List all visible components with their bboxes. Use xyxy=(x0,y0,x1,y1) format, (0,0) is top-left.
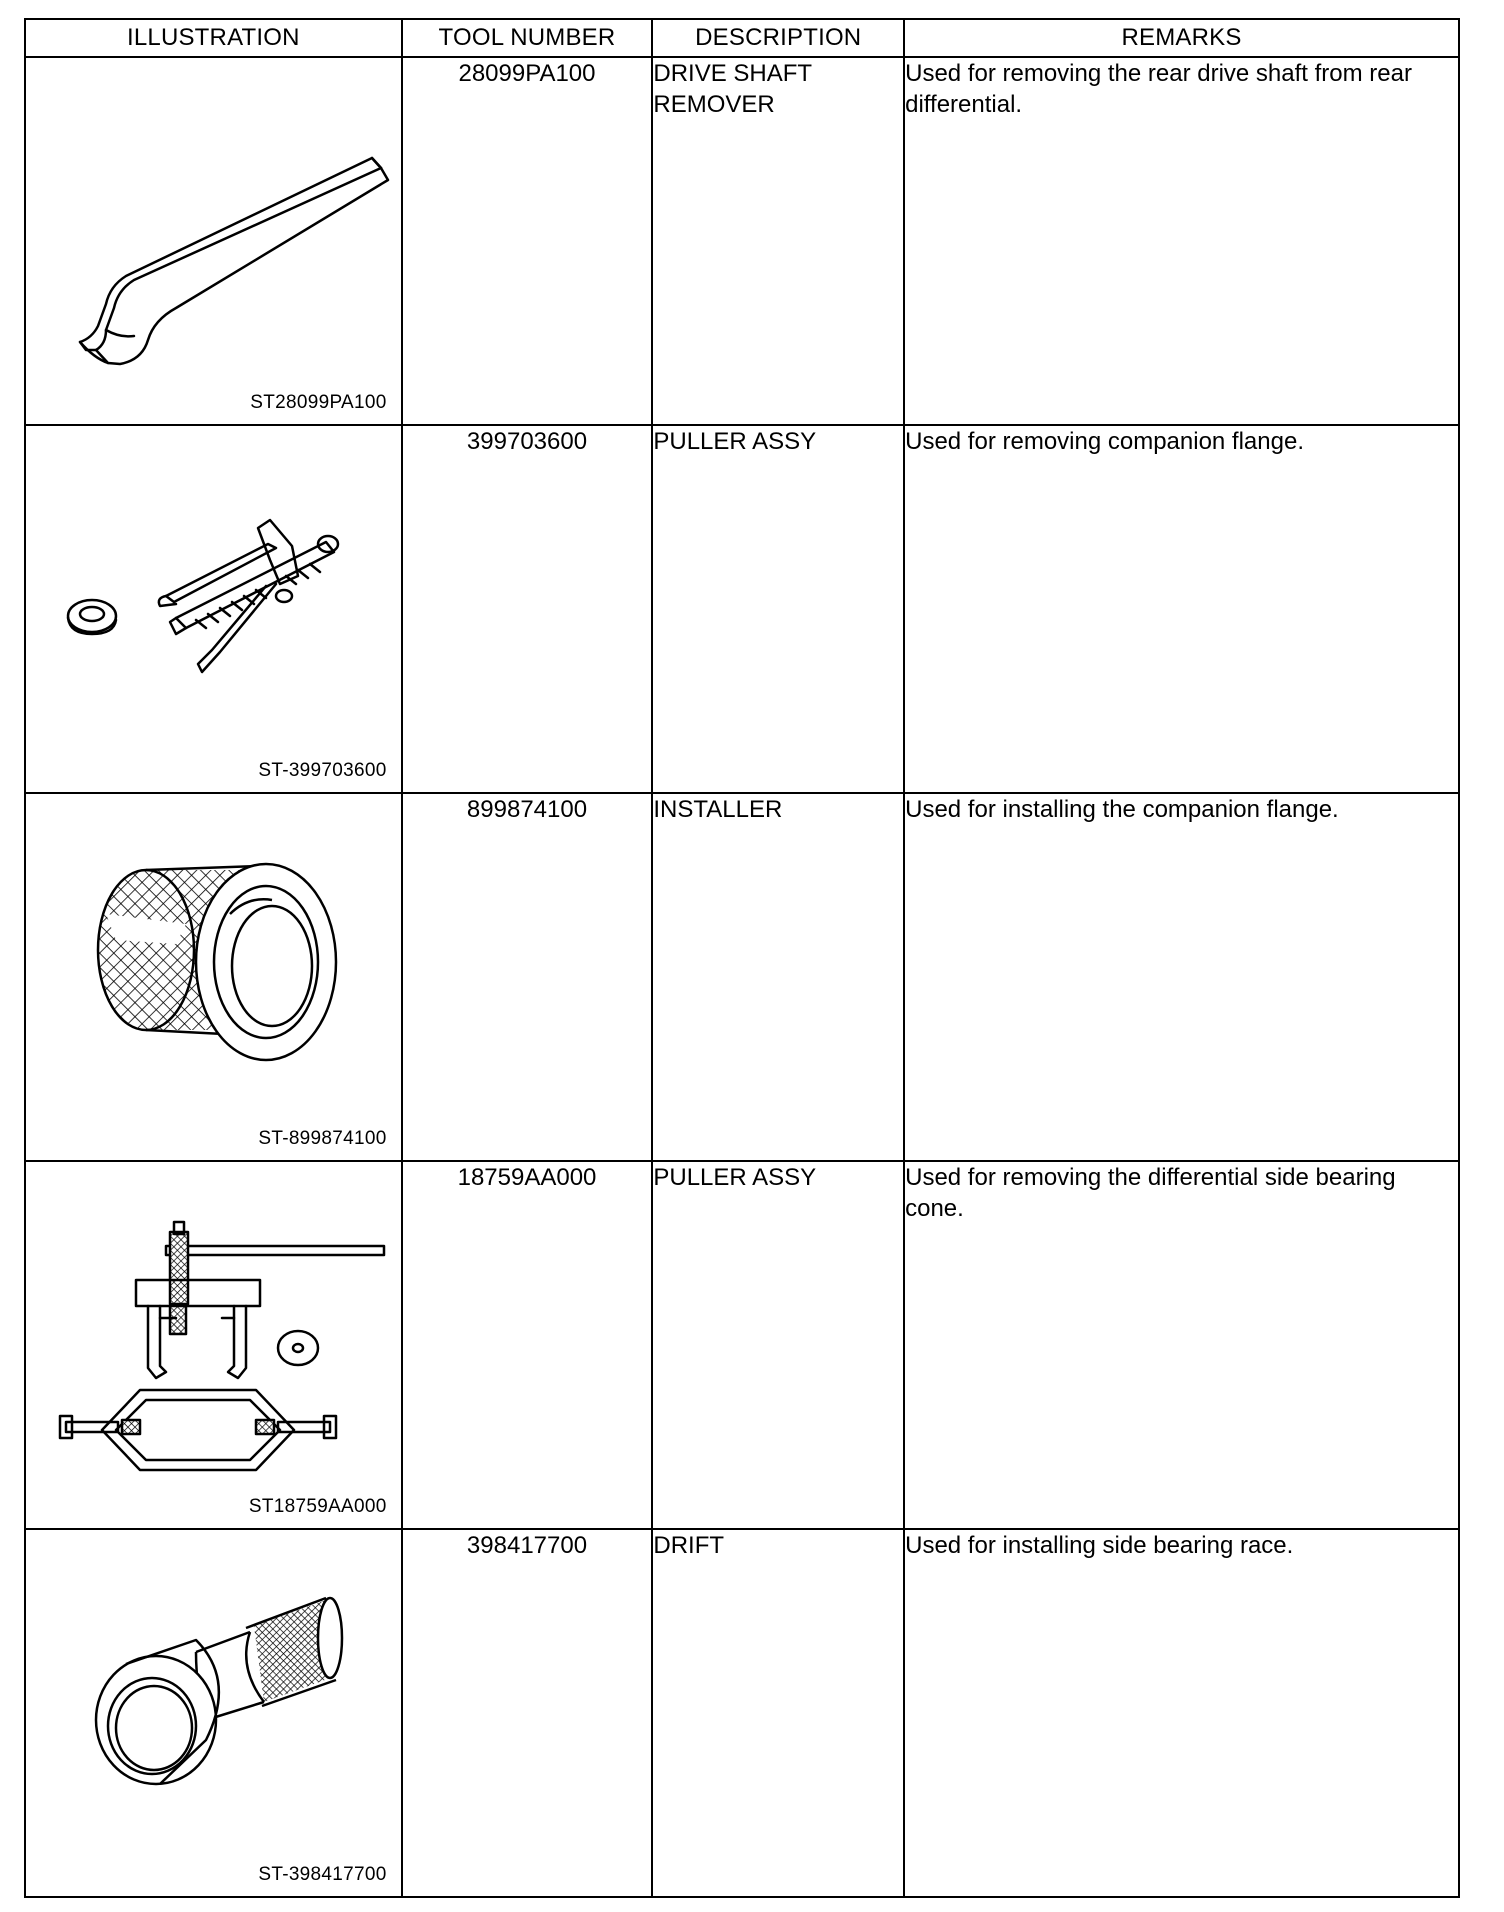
header-illustration: ILLUSTRATION xyxy=(25,19,402,57)
description-cell: DRIVE SHAFT REMOVER xyxy=(652,57,904,425)
installer-icon xyxy=(36,804,390,1114)
illustration-caption: ST18759AA000 xyxy=(248,1496,387,1517)
illustration-caption: ST-399703600 xyxy=(258,760,387,781)
illustration-cell xyxy=(25,793,402,1161)
tool-number-cell: 899874100 xyxy=(402,793,653,1161)
table-row xyxy=(25,425,1459,793)
table-row xyxy=(25,1161,1459,1529)
remarks-cell: Used for removing companion flange. xyxy=(904,425,1459,793)
remarks-cell: Used for installing the companion flange. xyxy=(904,793,1459,1161)
illustration-caption: ST-398417700 xyxy=(258,1864,387,1885)
remarks-cell: Used for removing the rear drive shaft from rear differential. xyxy=(904,57,1459,425)
tool-number-cell: 28099PA100 xyxy=(402,57,653,425)
special-tools-table xyxy=(24,18,1460,1898)
description-cell: INSTALLER xyxy=(652,793,904,1161)
table-row xyxy=(25,1529,1459,1897)
description-cell: PULLER ASSY xyxy=(652,1161,904,1529)
tool-number-cell: 18759AA000 xyxy=(402,1161,653,1529)
illustration-caption: ST-899874100 xyxy=(258,1128,387,1149)
header-description: DESCRIPTION xyxy=(652,19,904,57)
header-tool-number: TOOL NUMBER xyxy=(402,19,653,57)
table-row xyxy=(25,57,1459,425)
description-cell: PULLER ASSY xyxy=(652,425,904,793)
header-remarks: REMARKS xyxy=(904,19,1459,57)
drive-shaft-remover-icon xyxy=(36,68,390,378)
illustration-cell xyxy=(25,1529,402,1897)
illustration-cell xyxy=(25,57,402,425)
illustration-caption: ST28099PA100 xyxy=(250,392,387,413)
illustration-cell xyxy=(25,1161,402,1529)
table-header-row xyxy=(25,19,1459,57)
illustration-cell xyxy=(25,425,402,793)
tool-number-cell: 399703600 xyxy=(402,425,653,793)
drift-icon xyxy=(36,1540,390,1850)
puller-assy-icon xyxy=(36,436,390,746)
remarks-cell: Used for installing side bearing race. xyxy=(904,1529,1459,1897)
remarks-cell: Used for removing the differential side bearing cone. xyxy=(904,1161,1459,1529)
bearing-puller-icon xyxy=(36,1172,390,1482)
description-cell: DRIFT xyxy=(652,1529,904,1897)
tool-number-cell: 398417700 xyxy=(402,1529,653,1897)
table-row xyxy=(25,793,1459,1161)
